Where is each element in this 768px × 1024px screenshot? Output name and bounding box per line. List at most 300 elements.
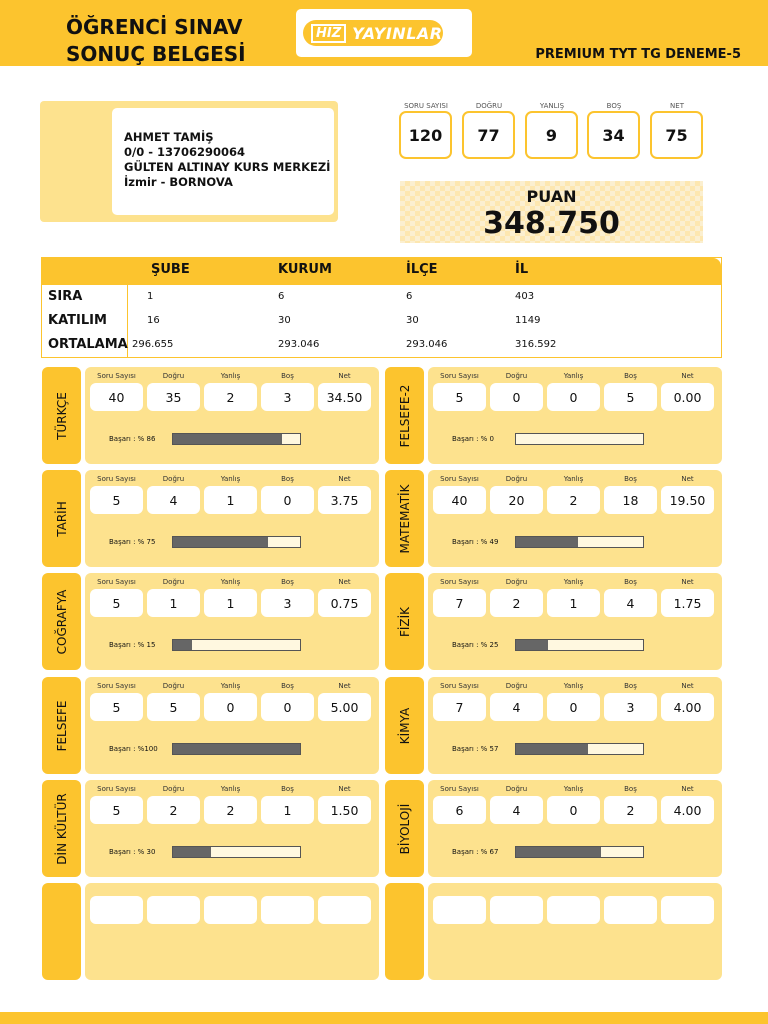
score-cell-label: Net bbox=[338, 475, 351, 483]
score-cell-value: 7 bbox=[433, 589, 486, 617]
ranking-cell: 30 bbox=[278, 315, 291, 326]
score-cell-label: Boş bbox=[624, 785, 637, 793]
student-school: GÜLTEN ALTINAY KURS MERKEZİ bbox=[124, 160, 331, 174]
score-cell-label: Soru Sayısı bbox=[97, 475, 136, 483]
student-name: AHMET TAMİŞ bbox=[124, 130, 214, 144]
ranking-row-label: ORTALAMA bbox=[48, 337, 128, 352]
subject-name: FELSEFE bbox=[54, 700, 69, 751]
score-cell-value: 2 bbox=[604, 796, 657, 824]
score-cell-value bbox=[433, 896, 486, 924]
score-cell-net bbox=[661, 369, 714, 411]
score-cell-value: 1 bbox=[204, 589, 257, 617]
score-cell-label: Yanlış bbox=[563, 785, 584, 793]
score-cell-value: 4 bbox=[147, 486, 200, 514]
score-cell-value: 0 bbox=[261, 486, 314, 514]
summary-stat-label: YANLIŞ bbox=[539, 102, 565, 110]
score-cell-soru bbox=[90, 782, 143, 824]
score-label: PUAN bbox=[526, 187, 577, 206]
score-cell-label: Yanlış bbox=[563, 578, 584, 586]
success-rate-label bbox=[452, 641, 498, 649]
score-cell-value: 1 bbox=[147, 589, 200, 617]
score-cell-label: Soru Sayısı bbox=[97, 785, 136, 793]
score-cell-dogru bbox=[147, 896, 200, 924]
score-cell-dogru bbox=[147, 679, 200, 721]
summary-stat-value: 120 bbox=[399, 111, 452, 159]
subject-panel bbox=[385, 573, 722, 670]
score-cell-soru bbox=[433, 575, 486, 617]
score-cell-label: Net bbox=[338, 372, 351, 380]
score-cell-label: Doğru bbox=[162, 475, 185, 483]
success-rate-fill bbox=[516, 537, 578, 547]
score-cell-yanlis bbox=[547, 575, 600, 617]
score-cell-soru bbox=[433, 369, 486, 411]
score-cell-value: 0 bbox=[490, 383, 543, 411]
success-rate-value: % 86 bbox=[137, 435, 156, 443]
score-cell-value bbox=[318, 896, 371, 924]
ranking-column-header: KURUM bbox=[278, 262, 332, 277]
score-cell-bos bbox=[604, 472, 657, 514]
score-cell-label: Net bbox=[681, 475, 694, 483]
score-cell-value: 1 bbox=[204, 486, 257, 514]
score-cell-label: Boş bbox=[281, 372, 294, 380]
success-rate-bar bbox=[172, 639, 301, 651]
score-cell-bos bbox=[604, 679, 657, 721]
logo-yayinlari-text: YAYINLARI bbox=[352, 23, 450, 43]
summary-stat-value: 9 bbox=[525, 111, 578, 159]
ranking-cell: 16 bbox=[147, 315, 160, 326]
subject-panel bbox=[385, 470, 722, 567]
score-cell-value: 4 bbox=[604, 589, 657, 617]
score-cell-value: 3 bbox=[261, 589, 314, 617]
success-rate-fill bbox=[516, 847, 601, 857]
student-card bbox=[40, 101, 338, 222]
success-rate-value: % 57 bbox=[480, 745, 499, 753]
score-cell-value: 0.75 bbox=[318, 589, 371, 617]
subject-scores bbox=[428, 367, 722, 464]
score-cell-soru bbox=[433, 896, 486, 924]
score-cell-bos bbox=[604, 896, 657, 924]
logo-pill bbox=[303, 20, 450, 46]
subject-side-label bbox=[385, 470, 424, 567]
score-cell-yanlis bbox=[547, 782, 600, 824]
subject-side-label bbox=[385, 780, 424, 877]
subject-panel bbox=[42, 573, 379, 670]
score-cell-value: 0 bbox=[547, 383, 600, 411]
subject-side-label bbox=[42, 367, 81, 464]
subject-panel bbox=[42, 677, 379, 774]
score-cell-value: 2 bbox=[547, 486, 600, 514]
score-cell-value: 4.00 bbox=[661, 693, 714, 721]
success-rate-value: %100 bbox=[137, 745, 158, 753]
score-cell-label: Yanlış bbox=[220, 682, 241, 690]
score-cell-net bbox=[661, 782, 714, 824]
success-rate-caption: Başarı : bbox=[109, 538, 136, 546]
score-cell-label: Doğru bbox=[505, 578, 528, 586]
success-rate-fill bbox=[516, 640, 548, 650]
success-rate-caption: Başarı : bbox=[452, 435, 479, 443]
subject-name: FELSEFE-2 bbox=[397, 384, 412, 447]
subject-name: FİZİK bbox=[397, 606, 412, 637]
ranking-cell: 1149 bbox=[515, 315, 541, 326]
score-cell-value: 5 bbox=[604, 383, 657, 411]
success-rate-value: % 0 bbox=[480, 435, 495, 443]
title-line-2: SONUÇ BELGESİ bbox=[66, 42, 246, 66]
success-rate-fill bbox=[173, 537, 268, 547]
subject-side-label bbox=[42, 780, 81, 877]
score-cell-bos bbox=[261, 782, 314, 824]
footer-band bbox=[0, 1012, 768, 1024]
subject-side-label bbox=[385, 677, 424, 774]
subject-scores bbox=[85, 677, 379, 774]
success-rate-label bbox=[452, 745, 498, 753]
subject-panel bbox=[42, 367, 379, 464]
score-cell-value: 5 bbox=[90, 693, 143, 721]
ranking-cell: 293.046 bbox=[278, 339, 320, 350]
score-cell-label: Boş bbox=[281, 682, 294, 690]
summary-stat bbox=[399, 101, 453, 159]
ranking-column-header: ŞUBE bbox=[151, 262, 190, 277]
score-cell-dogru bbox=[490, 575, 543, 617]
ranking-cell: 1 bbox=[147, 291, 154, 302]
summary-stat-value: 75 bbox=[650, 111, 703, 159]
ranking-cell: 6 bbox=[406, 291, 413, 302]
score-cell-net bbox=[318, 896, 371, 924]
score-cell-label: Yanlış bbox=[220, 372, 241, 380]
score-cell-label: Boş bbox=[624, 578, 637, 586]
ranking-row bbox=[42, 285, 721, 309]
subject-panel bbox=[42, 780, 379, 877]
subject-side-label bbox=[385, 573, 424, 670]
subject-scores bbox=[428, 780, 722, 877]
score-cell-label: Doğru bbox=[162, 682, 185, 690]
success-rate-fill bbox=[173, 847, 211, 857]
score-cell-label: Boş bbox=[624, 475, 637, 483]
ranking-cell: 316.592 bbox=[515, 339, 557, 350]
subject-side-label bbox=[42, 470, 81, 567]
success-rate-fill bbox=[173, 744, 300, 754]
score-cell-value: 2 bbox=[147, 796, 200, 824]
success-rate-value: % 75 bbox=[137, 538, 156, 546]
subject-scores bbox=[85, 573, 379, 670]
score-cell-label: Net bbox=[681, 372, 694, 380]
empty-subject-panel bbox=[42, 883, 379, 980]
summary-stat-label: SORU SAYISI bbox=[404, 102, 448, 110]
score-cell-label: Net bbox=[681, 682, 694, 690]
ranking-header bbox=[42, 258, 721, 285]
score-cell-yanlis bbox=[204, 472, 257, 514]
score-cell-net bbox=[318, 782, 371, 824]
score-cell-label: Boş bbox=[624, 372, 637, 380]
score-cell-value bbox=[90, 896, 143, 924]
score-box bbox=[400, 181, 703, 243]
score-cell-label: Boş bbox=[281, 785, 294, 793]
score-cell-value: 2 bbox=[204, 796, 257, 824]
score-cell-yanlis bbox=[547, 472, 600, 514]
ranking-cell: 293.046 bbox=[406, 339, 448, 350]
score-cell-yanlis bbox=[204, 369, 257, 411]
exam-name: PREMIUM TYT TG DENEME-5 bbox=[535, 47, 741, 62]
score-cell-label: Yanlış bbox=[220, 475, 241, 483]
score-cell-value: 40 bbox=[90, 383, 143, 411]
score-cell-value: 1.50 bbox=[318, 796, 371, 824]
score-cell-value bbox=[147, 896, 200, 924]
success-rate-bar bbox=[515, 433, 644, 445]
score-cell-value: 0 bbox=[261, 693, 314, 721]
score-cell-soru bbox=[90, 896, 143, 924]
score-cell-label: Yanlış bbox=[563, 372, 584, 380]
summary-stat-label: BOŞ bbox=[606, 102, 622, 110]
score-cell-value: 6 bbox=[433, 796, 486, 824]
subject-side-label bbox=[385, 883, 424, 980]
success-rate-value: % 25 bbox=[480, 641, 499, 649]
summary-stat-label: DOĞRU bbox=[475, 102, 503, 110]
score-cell-dogru bbox=[490, 472, 543, 514]
score-cell-soru bbox=[90, 369, 143, 411]
success-rate-bar bbox=[172, 536, 301, 548]
subject-scores bbox=[85, 470, 379, 567]
score-cell-bos bbox=[604, 575, 657, 617]
subject-side-label bbox=[42, 883, 81, 980]
score-cell-value: 2 bbox=[490, 589, 543, 617]
publisher-logo bbox=[296, 9, 472, 57]
empty-subject-panel bbox=[385, 883, 722, 980]
score-cell-value: 35 bbox=[147, 383, 200, 411]
success-rate-label bbox=[452, 538, 498, 546]
summary-stat-label: NET bbox=[670, 102, 684, 110]
ranking-cell: 6 bbox=[278, 291, 285, 302]
logo-hiz-text: HIZ bbox=[311, 24, 346, 43]
score-cell-yanlis bbox=[204, 679, 257, 721]
score-cell-net bbox=[318, 575, 371, 617]
success-rate-label bbox=[452, 848, 498, 856]
score-cell-yanlis bbox=[204, 575, 257, 617]
success-rate-caption: Başarı : bbox=[452, 848, 479, 856]
ranking-column-header: İL bbox=[515, 262, 529, 277]
subject-panel bbox=[385, 677, 722, 774]
score-cell-value bbox=[661, 896, 714, 924]
subject-name: BİYOLOJİ bbox=[397, 803, 412, 854]
score-cell-label: Yanlış bbox=[220, 785, 241, 793]
ranking-column-header: İLÇE bbox=[406, 262, 438, 277]
score-cell-label: Yanlış bbox=[220, 578, 241, 586]
score-cell-soru bbox=[433, 472, 486, 514]
score-cell-label: Soru Sayısı bbox=[440, 682, 479, 690]
success-rate-label bbox=[452, 435, 494, 443]
score-cell-dogru bbox=[490, 782, 543, 824]
success-rate-bar bbox=[515, 536, 644, 548]
score-cell-yanlis bbox=[204, 782, 257, 824]
success-rate-label bbox=[109, 435, 155, 443]
score-cell-soru bbox=[90, 472, 143, 514]
subject-name: KİMYA bbox=[397, 707, 412, 744]
score-cell-value: 3 bbox=[261, 383, 314, 411]
score-cell-value: 5 bbox=[90, 486, 143, 514]
subject-scores bbox=[428, 677, 722, 774]
score-cell-soru bbox=[433, 679, 486, 721]
student-location: İzmir - BORNOVA bbox=[124, 175, 233, 189]
score-cell-label: Soru Sayısı bbox=[440, 578, 479, 586]
score-cell-value: 1.75 bbox=[661, 589, 714, 617]
subject-scores bbox=[85, 367, 379, 464]
student-info bbox=[112, 108, 334, 215]
success-rate-fill bbox=[173, 434, 282, 444]
summary-stat bbox=[587, 101, 641, 159]
success-rate-caption: Başarı : bbox=[452, 538, 479, 546]
subject-name: MATEMATİK bbox=[397, 484, 412, 553]
subject-side-label bbox=[42, 573, 81, 670]
score-cell-label: Boş bbox=[281, 578, 294, 586]
ranking-row bbox=[42, 333, 721, 357]
score-cell-bos bbox=[261, 896, 314, 924]
score-cell-yanlis bbox=[547, 369, 600, 411]
score-cell-yanlis bbox=[547, 679, 600, 721]
score-cell-label: Yanlış bbox=[563, 682, 584, 690]
success-rate-caption: Başarı : bbox=[109, 435, 136, 443]
score-cell-value: 4 bbox=[490, 693, 543, 721]
subject-panel bbox=[385, 367, 722, 464]
score-cell-value: 5.00 bbox=[318, 693, 371, 721]
success-rate-bar bbox=[515, 639, 644, 651]
score-cell-label: Soru Sayısı bbox=[440, 372, 479, 380]
score-cell-label: Soru Sayısı bbox=[97, 682, 136, 690]
score-cell-label: Doğru bbox=[505, 682, 528, 690]
summary-stat bbox=[650, 101, 704, 159]
score-cell-value: 34.50 bbox=[318, 383, 371, 411]
score-cell-label: Soru Sayısı bbox=[97, 578, 136, 586]
score-cell-dogru bbox=[147, 369, 200, 411]
score-cell-value bbox=[604, 896, 657, 924]
subject-side-label bbox=[385, 367, 424, 464]
success-rate-bar bbox=[172, 433, 301, 445]
score-cell-value bbox=[261, 896, 314, 924]
score-cell-value: 20 bbox=[490, 486, 543, 514]
score-cell-dogru bbox=[490, 896, 543, 924]
score-cell-value: 18 bbox=[604, 486, 657, 514]
score-cell-label: Net bbox=[681, 785, 694, 793]
score-cell-value: 5 bbox=[433, 383, 486, 411]
score-cell-value: 5 bbox=[147, 693, 200, 721]
success-rate-value: % 15 bbox=[137, 641, 156, 649]
subject-name: TÜRKÇE bbox=[54, 391, 69, 440]
score-cell-value: 4 bbox=[490, 796, 543, 824]
success-rate-caption: Başarı : bbox=[452, 641, 479, 649]
score-cell-dogru bbox=[147, 472, 200, 514]
success-rate-value: % 67 bbox=[480, 848, 499, 856]
score-cell-yanlis bbox=[547, 896, 600, 924]
score-cell-dogru bbox=[490, 679, 543, 721]
ranking-cell: 403 bbox=[515, 291, 535, 302]
success-rate-value: % 30 bbox=[137, 848, 156, 856]
success-rate-value: % 49 bbox=[480, 538, 499, 546]
score-cell-label: Yanlış bbox=[563, 475, 584, 483]
score-cell-soru bbox=[433, 782, 486, 824]
subject-panel bbox=[385, 780, 722, 877]
score-cell-label: Doğru bbox=[162, 578, 185, 586]
score-cell-value: 3.75 bbox=[318, 486, 371, 514]
score-cell-label: Doğru bbox=[505, 475, 528, 483]
subject-panel bbox=[42, 470, 379, 567]
score-cell-net bbox=[661, 472, 714, 514]
score-cell-dogru bbox=[490, 369, 543, 411]
score-cell-value: 0 bbox=[547, 693, 600, 721]
ranking-table bbox=[41, 257, 722, 358]
title-line-1: ÖĞRENCİ SINAV bbox=[66, 15, 243, 39]
ranking-row-label: KATILIM bbox=[48, 313, 107, 328]
score-cell-bos bbox=[261, 369, 314, 411]
score-cell-label: Doğru bbox=[505, 785, 528, 793]
success-rate-caption: Başarı : bbox=[109, 745, 136, 753]
ranking-row-label: SIRA bbox=[48, 289, 83, 304]
score-cell-value bbox=[204, 896, 257, 924]
score-cell-value: 5 bbox=[90, 796, 143, 824]
score-cell-bos bbox=[261, 575, 314, 617]
score-cell-net bbox=[318, 679, 371, 721]
score-cell-label: Net bbox=[681, 578, 694, 586]
score-cell-bos bbox=[604, 782, 657, 824]
score-cell-yanlis bbox=[204, 896, 257, 924]
score-cell-value: 4.00 bbox=[661, 796, 714, 824]
success-rate-bar bbox=[172, 743, 301, 755]
score-cell-bos bbox=[604, 369, 657, 411]
summary-stat bbox=[462, 101, 516, 159]
score-cell-net bbox=[661, 896, 714, 924]
success-rate-caption: Başarı : bbox=[109, 848, 136, 856]
score-cell-label: Soru Sayısı bbox=[97, 372, 136, 380]
score-cell-value: 0 bbox=[204, 693, 257, 721]
document-title bbox=[66, 14, 286, 68]
score-cell-net bbox=[661, 679, 714, 721]
score-cell-value: 5 bbox=[90, 589, 143, 617]
score-cell-label: Boş bbox=[624, 682, 637, 690]
score-cell-value: 0 bbox=[547, 796, 600, 824]
score-cell-value: 3 bbox=[604, 693, 657, 721]
summary-stat-value: 77 bbox=[462, 111, 515, 159]
success-rate-label bbox=[109, 745, 158, 753]
success-rate-bar bbox=[515, 743, 644, 755]
score-cell-soru bbox=[90, 679, 143, 721]
success-rate-label bbox=[109, 538, 155, 546]
score-cell-value: 0.00 bbox=[661, 383, 714, 411]
score-cell-label: Net bbox=[338, 578, 351, 586]
success-rate-fill bbox=[173, 640, 192, 650]
score-cell-value bbox=[490, 896, 543, 924]
score-cell-value: 19.50 bbox=[661, 486, 714, 514]
score-cell-value: 40 bbox=[433, 486, 486, 514]
success-rate-caption: Başarı : bbox=[452, 745, 479, 753]
success-rate-fill bbox=[516, 744, 588, 754]
success-rate-label bbox=[109, 641, 155, 649]
score-cell-value bbox=[547, 896, 600, 924]
subject-scores bbox=[85, 780, 379, 877]
success-rate-bar bbox=[172, 846, 301, 858]
ranking-cell: 296.655 bbox=[132, 339, 174, 350]
score-cell-label: Net bbox=[338, 682, 351, 690]
subject-side-label bbox=[42, 677, 81, 774]
success-rate-label bbox=[109, 848, 155, 856]
score-cell-value: 7 bbox=[433, 693, 486, 721]
score-cell-label: Doğru bbox=[162, 785, 185, 793]
score-cell-net bbox=[318, 472, 371, 514]
score-cell-label: Net bbox=[338, 785, 351, 793]
subject-name: TARİH bbox=[54, 500, 69, 537]
subject-scores bbox=[85, 883, 379, 980]
score-cell-value: 2 bbox=[204, 383, 257, 411]
score-cell-net bbox=[318, 369, 371, 411]
score-cell-value: 1 bbox=[261, 796, 314, 824]
score-cell-dogru bbox=[147, 575, 200, 617]
score-cell-dogru bbox=[147, 782, 200, 824]
score-cell-label: Doğru bbox=[162, 372, 185, 380]
